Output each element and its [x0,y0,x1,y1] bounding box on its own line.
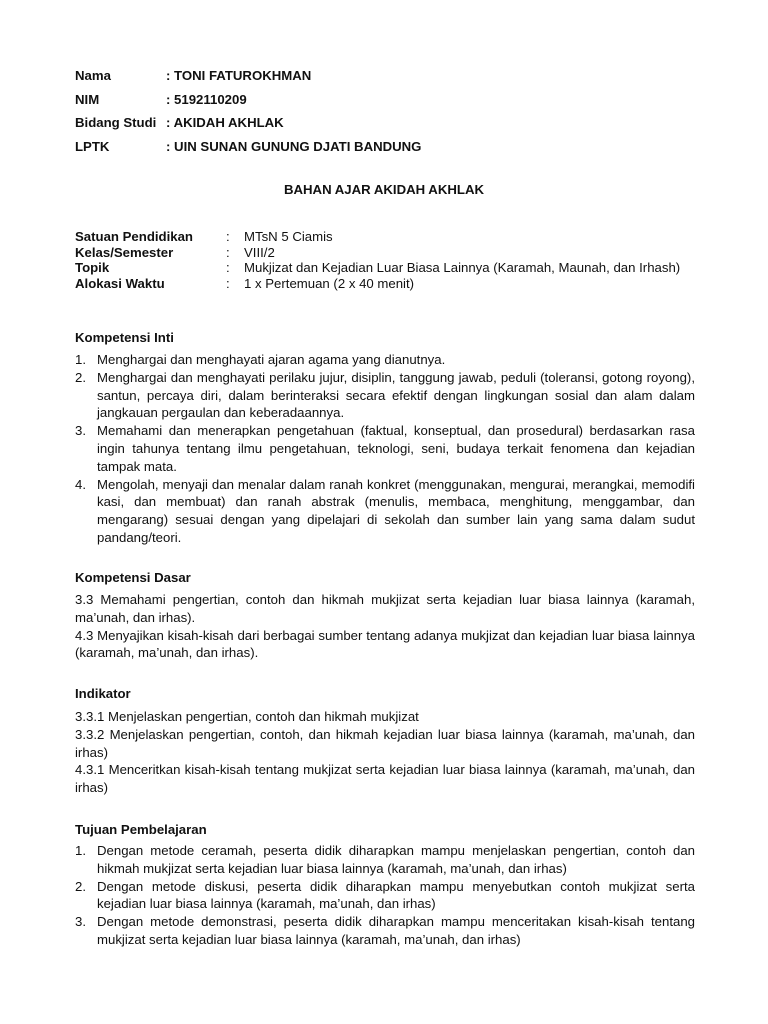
list-item [75,369,695,422]
kompetensi-inti-list [75,351,695,547]
identity-value: : UIN SUNAN GUNUNG DJATI BANDUNG [166,138,422,154]
tujuan-heading: Tujuan Pembelajaran [75,822,207,837]
meta-colon: : [226,275,230,291]
list-number: 1. [75,352,86,367]
list-item [75,351,695,369]
identity-row-bidang-studi [75,113,421,137]
list-number: 2. [75,878,86,894]
meta-block [75,229,695,291]
identity-row-lptk [75,137,421,161]
identity-block [75,66,421,160]
kd-paragraph: 3.3 Memahami pengertian, contoh dan hikmah mukjizat serta kejadian luar biasa lainnya (karamah, ma’unah, dan irhas). [75,592,695,625]
list-text: Mengolah, menyaji dan menalar dalam ranah konkret (menggunakan, mengurai, merangkai, memodifi kasi, dan membuat) dan ranah abstrak (menulis, membaca, menghitung, menggambar, dan mengarang) sesuai dengan yang dipelajari di sekolah dan sumber lain yang sama dalam sudut pandang/teori. [97,476,695,545]
indikator-block [75,708,695,797]
meta-value: Mukjizat dan Kejadian Luar Biasa Lainnya (Karamah, Maunah, dan Irhash) [244,260,681,275]
meta-row-satuan-pendidikan [75,229,695,245]
meta-row-alokasi-waktu [75,276,695,292]
identity-label: Nama [75,68,111,83]
list-text: Dengan metode demonstrasi, peserta didik diharapkan mampu menceritakan kisah-kisah tentang mukjizat serta kejadian luar biasa lainnya (karamah, ma’unah, dan irhas) [97,914,695,947]
identity-value: : AKIDAH AKHLAK [166,115,284,130]
list-item [75,913,695,949]
kd-paragraph: 4.3 Menyajikan kisah-kisah dari berbagai sumber tentang adanya mukjizat dan kejadian luar biasa lainnya (karamah, ma’unah, dan irhas). [75,627,695,661]
list-text: Memahami dan menerapkan pengetahuan (faktual, konseptual, dan prosedural) berdasarkan rasa ingin tahunya tentang ilmu pengetahuan, teknologi, seni, budaya terkait fenomena dan kejadian tampak mata. [97,423,695,474]
document-title: BAHAN AJAR AKIDAH AKHLAK [283,182,484,197]
indikator-paragraph: 3.3.2 Menjelaskan pengertian, contoh, dan hikmah kejadian luar biasa lainnya (karamah, ma’unah, dan irhas) [75,726,695,760]
list-number: 1. [75,843,86,858]
identity-label: LPTK [75,138,110,154]
identity-label: NIM [75,91,100,107]
identity-label: Bidang Studi [75,115,157,130]
kompetensi-dasar-block [75,591,695,662]
kompetensi-dasar-heading: Kompetensi Dasar [75,570,191,585]
meta-colon: : [226,244,230,260]
identity-value: : TONI FATUROKHMAN [166,68,312,83]
meta-colon: : [226,229,230,244]
meta-label: Satuan Pendidikan [75,229,193,244]
identity-row-nama [75,66,421,90]
list-text: Dengan metode ceramah, peserta didik diharapkan mampu menjelaskan pengertian, contoh dan hikmah mukjizat serta kejadian luar biasa lainnya (karamah, ma’unah, dan irhas) [97,843,695,876]
meta-label: Kelas/Semester [75,244,174,260]
list-text: Menghargai dan menghayati perilaku jujur, disiplin, tanggung jawab, peduli (toleransi, gotong royong), santun, percaya diri, dalam berinteraksi secara efektif dengan lingkungan sosial dan alam dalam jangkauan pergaulan dan keberadaannya. [97,369,695,421]
list-number: 2. [75,369,86,385]
meta-label: Topik [75,260,110,275]
tujuan-list [75,842,695,949]
list-number: 4. [75,476,86,492]
list-item [75,878,695,914]
list-number: 3. [75,914,86,930]
list-number: 3. [75,423,86,439]
indikator-heading: Indikator [75,686,131,701]
list-item [75,842,695,878]
identity-row-nim [75,90,421,114]
identity-value: : 5192110209 [166,91,247,107]
meta-value: 1 x Pertemuan (2 x 40 menit) [244,275,415,291]
indikator-paragraph: 3.3.1 Menjelaskan pengertian, contoh dan hikmah mukjizat [75,709,419,724]
list-text: Dengan metode diskusi, peserta didik diharapkan mampu menyebutkan contoh mukjizat serta kejadian luar biasa lainnya (karamah, ma’unah, dan irhas) [97,878,695,912]
meta-row-kelas-semester [75,245,695,261]
list-item [75,476,695,547]
list-text: Menghargai dan menghayati ajaran agama yang dianutnya. [97,352,446,367]
meta-label: Alokasi Waktu [75,275,165,291]
meta-value: VIII/2 [244,244,275,260]
meta-value: MTsN 5 Ciamis [244,229,333,244]
meta-row-topik [75,260,695,276]
meta-colon: : [226,260,230,275]
kompetensi-inti-heading: Kompetensi Inti [75,330,174,345]
list-item [75,422,695,475]
indikator-paragraph: 4.3.1 Menceritkan kisah-kisah tentang mukjizat serta kejadian luar biasa lainnya (karamah, ma’unah, dan irhas) [75,762,695,796]
